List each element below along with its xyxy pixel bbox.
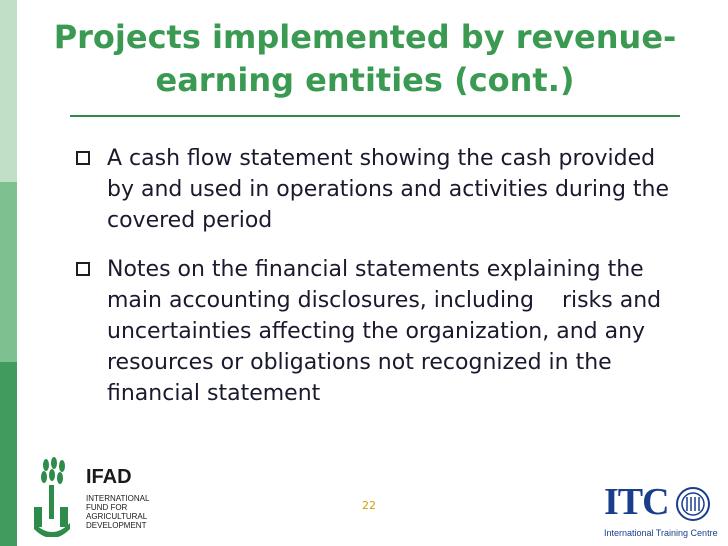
square-bullet-icon <box>76 151 90 165</box>
bullet-text: Notes on the financial statements explaining the main accounting disclosures, including risks and uncertainties affecting the organization, and any resources or obligations not recognized in the financial statement <box>107 257 669 406</box>
side-stripe-dark <box>0 362 17 546</box>
bullet-item <box>76 143 686 236</box>
title-divider <box>70 115 680 117</box>
square-bullet-icon <box>76 262 90 276</box>
itc-full-name: International Training Centre <box>604 528 718 538</box>
side-stripe-light <box>0 0 17 182</box>
ifad-wheat-logo-icon <box>32 457 72 537</box>
page-number: 22 <box>362 499 376 512</box>
slide-title: Projects implemented by revenue-earning entities (cont.) <box>53 18 677 99</box>
ifad-full-name: INTERNATIONAL FUND FOR AGRICULTURAL DEVELOPMENT <box>86 494 150 530</box>
side-stripe-medium <box>0 182 17 362</box>
itc-logo-text: ITC <box>604 481 669 523</box>
bullet-text: A cash flow statement showing the cash provided by and used in operations and activities during the covered period <box>107 146 677 233</box>
bullet-item <box>76 254 686 409</box>
ilo-seal-icon <box>675 486 711 522</box>
ifad-logo-text: IFAD <box>86 466 132 488</box>
